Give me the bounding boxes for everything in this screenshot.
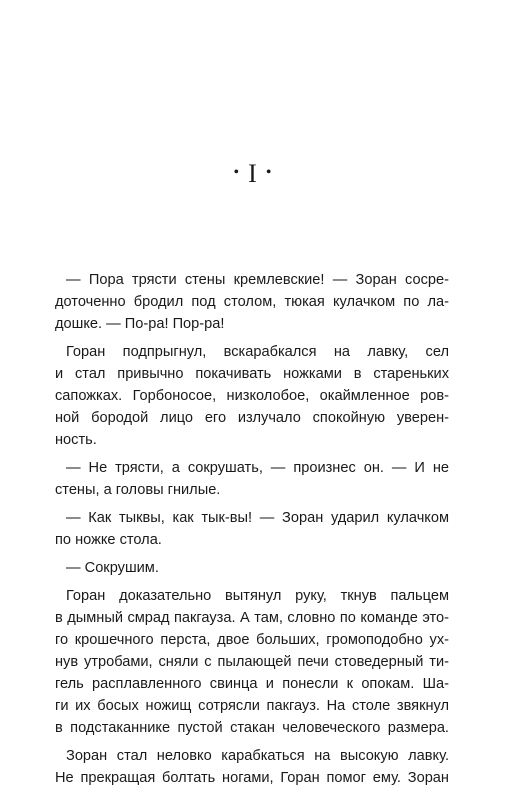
- text-line: го крошечного перста, двое больших, громоподобно ух-: [55, 632, 449, 648]
- text-line: — Пора трясти стены кремлевские! — Зоран сосре-: [66, 272, 449, 288]
- text-line: ги их босых ножищ сотрясли пакгауз. На столе звякнул: [55, 698, 449, 714]
- text-line: — Как тыквы, как тык-вы! — Зоран ударил кулачком: [66, 510, 449, 526]
- paragraph: [55, 341, 449, 451]
- text-line: сапожках. Горбоносое, низколобое, окаймленное ров-: [55, 388, 449, 404]
- chapter-number: I: [248, 159, 257, 188]
- text-line: дошке. — По-ра! Пор-ра!: [55, 316, 225, 332]
- text-line: в подстаканнике пустой стакан человеческого размера.: [55, 720, 449, 736]
- ornament-dot-left: •: [233, 164, 240, 181]
- ornament-dot-right: •: [265, 164, 272, 181]
- text-line: Не прекращая болтать ногами, Горан помог ему. Зоран: [55, 770, 449, 786]
- text-line: Горан доказательно вытянул руку, ткнув пальцем: [66, 588, 449, 604]
- text-line: в дымный смрад пакгауза. А там, словно по команде это-: [55, 610, 449, 626]
- paragraph: [55, 745, 449, 789]
- paragraph: [55, 557, 449, 579]
- text-line: и стал привычно покачивать ножками в стареньких: [55, 366, 449, 382]
- text-line: — Не трясти, а сокрушать, — произнес он. — И не: [66, 460, 449, 476]
- text-line: по ножке стола.: [55, 532, 162, 548]
- text-line: гель расплавленного свинца и понесли к опокам. Ша-: [55, 676, 449, 692]
- text-line: нув утробами, сняли с пылающей печи стоведерный ти-: [55, 654, 449, 670]
- text-line: ной бородой лицо его излучало спокойную уверен-: [55, 410, 449, 426]
- chapter-heading: [0, 160, 505, 187]
- text-line: доточенно бродил под столом, тюкая кулачком по ла-: [55, 294, 449, 310]
- text-line: Зоран стал неловко карабкаться на высокую лавку.: [66, 748, 449, 764]
- paragraph: [55, 585, 449, 739]
- paragraph: [55, 457, 449, 501]
- paragraph: [55, 269, 449, 335]
- text-line: стены, а головы гнилые.: [55, 482, 221, 498]
- body-text: [55, 269, 449, 795]
- paragraph: [55, 507, 449, 551]
- text-line: Горан подпрыгнул, вскарабкался на лавку, сел: [66, 344, 449, 360]
- text-line: ность.: [55, 432, 97, 448]
- text-line: — Сокрушим.: [66, 560, 159, 576]
